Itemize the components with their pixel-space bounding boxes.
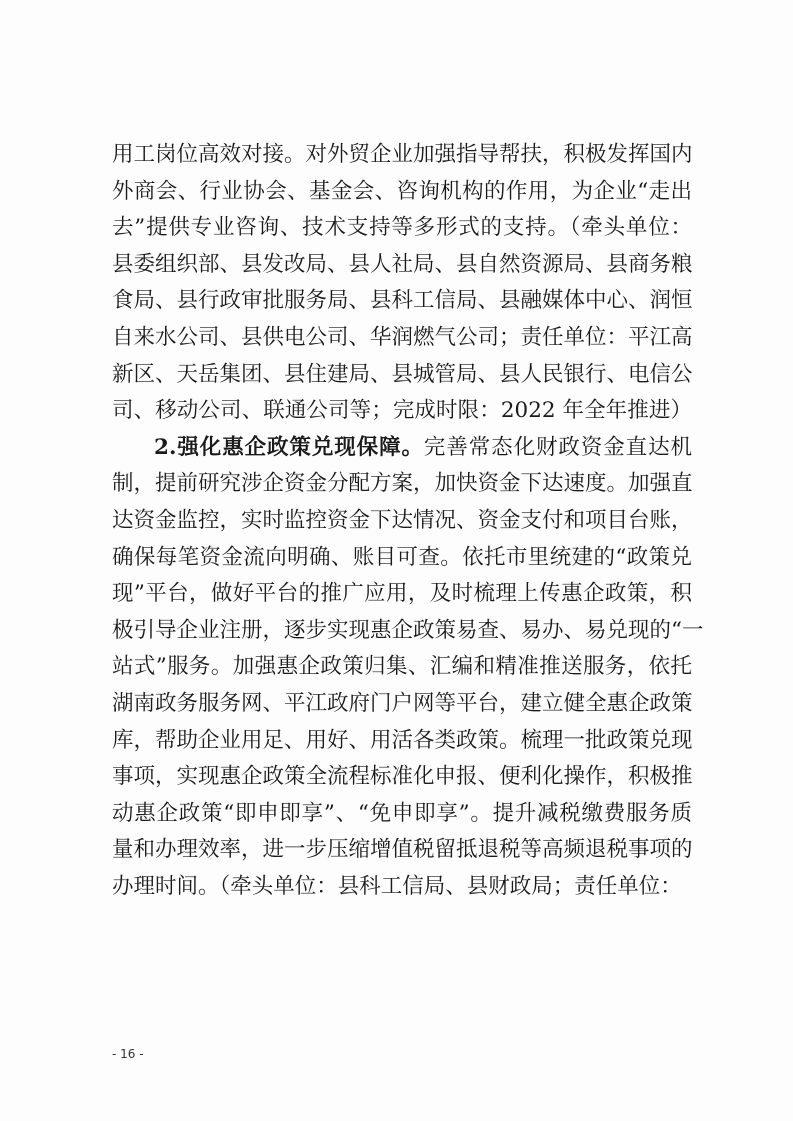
text-line: 极引导企业注册，逐步实现惠企政策易查、易办、易兑现的“一 — [112, 617, 704, 643]
text-line: 动惠企政策“即申即享”、“免申即享”。提升减税缴费服务质 — [112, 800, 692, 826]
text-line: 确保每笔资金流向明确、账目可查。依托市里统建的“政策兑 — [112, 544, 692, 570]
text-line: 湖南政务服务网、平江政府门户网等平台，建立健全惠企政策 — [112, 690, 693, 716]
text-line: 新区、天岳集团、县住建局、县城管局、县人民银行、电信公 — [112, 361, 693, 387]
section-2-heading: 2.强化惠企政策兑现保障。 — [154, 434, 424, 460]
text-line: 办理时间。（牵头单位：县科工信局、县财政局；责任单位： — [112, 873, 682, 899]
text-line: 达资金监控，实时监控资金下达情况、资金支付和项目台账， — [112, 507, 693, 533]
body-text — [112, 137, 704, 905]
text-line: 县委组织部、县发改局、县人社局、县自然资源局、县商务粮 — [112, 251, 693, 277]
text-line: 食局、县行政审批服务局、县科工信局、县融媒体中心、润恒 — [112, 288, 693, 314]
text-line: 站式”服务。加强惠企政策归集、汇编和精准推送服务，依托 — [112, 654, 692, 680]
text-line: 自来水公司、县供电公司、华润燃气公司；责任单位：平江高 — [112, 324, 693, 350]
text-line: 去”提供专业咨询、技术支持等多形式的支持。（牵头单位： — [112, 215, 692, 241]
text-line: 用工岗位高效对接。对外贸企业加强指导帮扶，积极发挥国内 — [112, 142, 693, 167]
text-line: 现”平台，做好平台的推广应用，及时梳理上传惠企政策，积 — [112, 581, 692, 607]
text-line: 量和办理效率，进一步压缩增值税留抵退税等高频退税事项的 — [112, 837, 693, 863]
text-line: 外商会、行业协会、基金会、咨询机构的作用，为企业“走出 — [112, 178, 692, 204]
section-2-first-line — [112, 430, 692, 467]
section-2-first-line-text: 完善常态化财政资金直达机 — [423, 434, 692, 460]
text-line: 库，帮助企业用足、用好、用活各类政策。梳理一批政策兑现 — [112, 727, 693, 753]
text-line: 事项，实现惠企政策全流程标准化申报、便利化操作，积极推 — [112, 764, 693, 790]
page-number: - 16 - — [112, 1047, 144, 1061]
text-line: 制，提前研究涉企资金分配方案，加快资金下达速度。加强直 — [112, 471, 693, 497]
text-line: 司、移动公司、联通公司等；完成时限：2022 年全年推进） — [112, 398, 692, 424]
